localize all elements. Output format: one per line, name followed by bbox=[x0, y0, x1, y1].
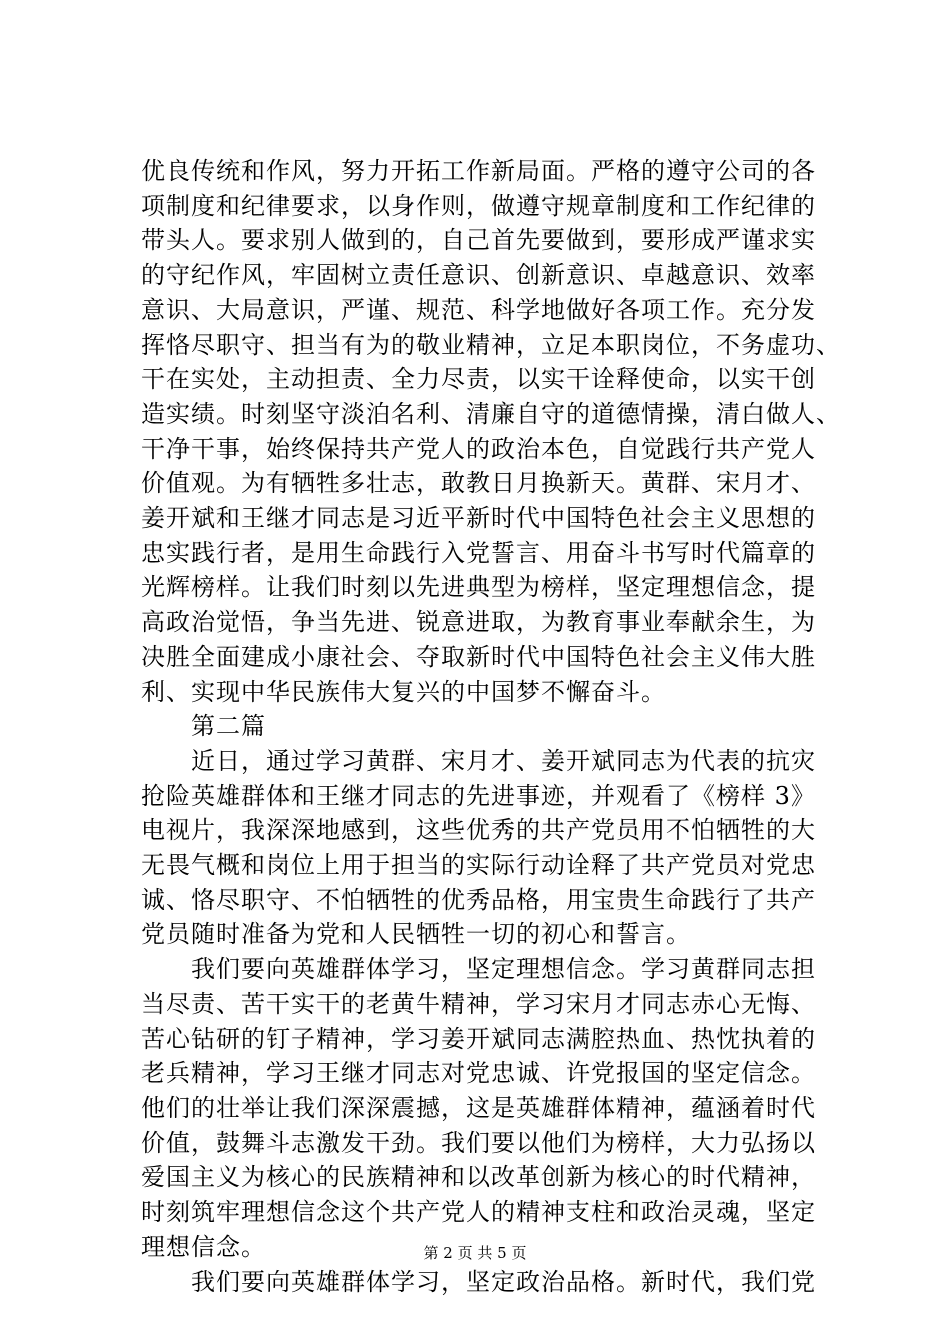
text-line: 爱国主义为核心的民族精神和以改革创新为核心的时代精神， bbox=[141, 1163, 816, 1192]
text-line: 第二篇 bbox=[141, 712, 266, 741]
text-line: 我们要向英雄群体学习，坚定政治品格。新时代，我们党 bbox=[141, 1267, 816, 1296]
text-line: 价值，鼓舞斗志激发干劲。我们要以他们为榜样，大力弘扬以 bbox=[141, 1128, 816, 1157]
page-footer: 第 2 页 共 5 页 bbox=[423, 1244, 527, 1262]
text-line: 利、实现中华民族伟大复兴的中国梦不懈奋斗。 bbox=[141, 677, 666, 706]
text-line: 意识、大局意识，严谨、规范、科学地做好各项工作。充分发 bbox=[141, 295, 816, 324]
text-line: 时刻筑牢理想信念这个共产党人的精神支柱和政治灵魂，坚定 bbox=[141, 1198, 816, 1227]
text-line: 造实绩。时刻坚守淡泊名利、清廉自守的道德情操，清白做人、 bbox=[141, 399, 841, 428]
text-line: 光辉榜样。让我们时刻以先进典型为榜样，坚定理想信念，提 bbox=[141, 573, 816, 602]
text-line: 近日，通过学习黄群、宋月才、姜开斌同志为代表的抗灾 bbox=[141, 746, 816, 775]
text-line: 带头人。要求别人做到的，自己首先要做到，要形成严谨求实 bbox=[141, 226, 816, 255]
text-line: 的守纪作风，牢固树立责任意识、创新意识、卓越意识、效率 bbox=[141, 261, 816, 290]
text-line: 高政治觉悟，争当先进、锐意进取，为教育事业奉献余生，为 bbox=[141, 608, 816, 637]
document-body bbox=[141, 154, 841, 1299]
text-line: 优良传统和作风，努力开拓工作新局面。严格的遵守公司的各 bbox=[141, 157, 816, 185]
text-line: 老兵精神，学习王继才同志对党忠诚、许党报国的坚定信念。 bbox=[141, 1059, 816, 1088]
text-line: 干净干事，始终保持共产党人的政治本色，自觉践行共产党人 bbox=[141, 434, 816, 463]
text-line: 挥恪尽职守、担当有为的敬业精神，立足本职岗位，不务虚功、 bbox=[141, 330, 841, 359]
text-line: 理想信念。 bbox=[141, 1232, 266, 1261]
text-line: 他们的壮举让我们深深震撼，这是英雄群体精神，蕴涵着时代 bbox=[141, 1093, 816, 1122]
text-line: 决胜全面建成小康社会、夺取新时代中国特色社会主义伟大胜 bbox=[141, 642, 816, 671]
text-line: 当尽责、苦干实干的老黄牛精神，学习宋月才同志赤心无悔、 bbox=[141, 989, 816, 1018]
text-line: 党员随时准备为党和人民牺牲一切的初心和誓言。 bbox=[141, 920, 691, 949]
text-line: 诚、恪尽职守、不怕牺牲的优秀品格，用宝贵生命践行了共产 bbox=[141, 885, 816, 914]
text-line: 姜开斌和王继才同志是习近平新时代中国特色社会主义思想的 bbox=[141, 504, 816, 533]
text-line: 抢险英雄群体和王继才同志的先进事迹，并观看了《榜样 3》 bbox=[141, 781, 816, 810]
text-line: 电视片，我深深地感到，这些优秀的共产党员用不怕牺牲的大 bbox=[141, 816, 816, 845]
text-line: 干在实处，主动担责、全力尽责，以实干诠释使命，以实干创 bbox=[141, 365, 816, 394]
text-line: 忠实践行者，是用生命践行入党誓言、用奋斗书写时代篇章的 bbox=[141, 538, 816, 567]
text-line: 无畏气概和岗位上用于担当的实际行动诠释了共产党员对党忠 bbox=[141, 851, 816, 880]
text-line: 项制度和纪律要求，以身作则，做遵守规章制度和工作纪律的 bbox=[141, 191, 816, 220]
text-line: 苦心钻研的钉子精神，学习姜开斌同志满腔热血、热忱执着的 bbox=[141, 1024, 816, 1053]
text-line: 价值观。为有牺牲多壮志，敢教日月换新天。黄群、宋月才、 bbox=[141, 469, 816, 498]
text-line: 我们要向英雄群体学习，坚定理想信念。学习黄群同志担 bbox=[141, 955, 816, 984]
